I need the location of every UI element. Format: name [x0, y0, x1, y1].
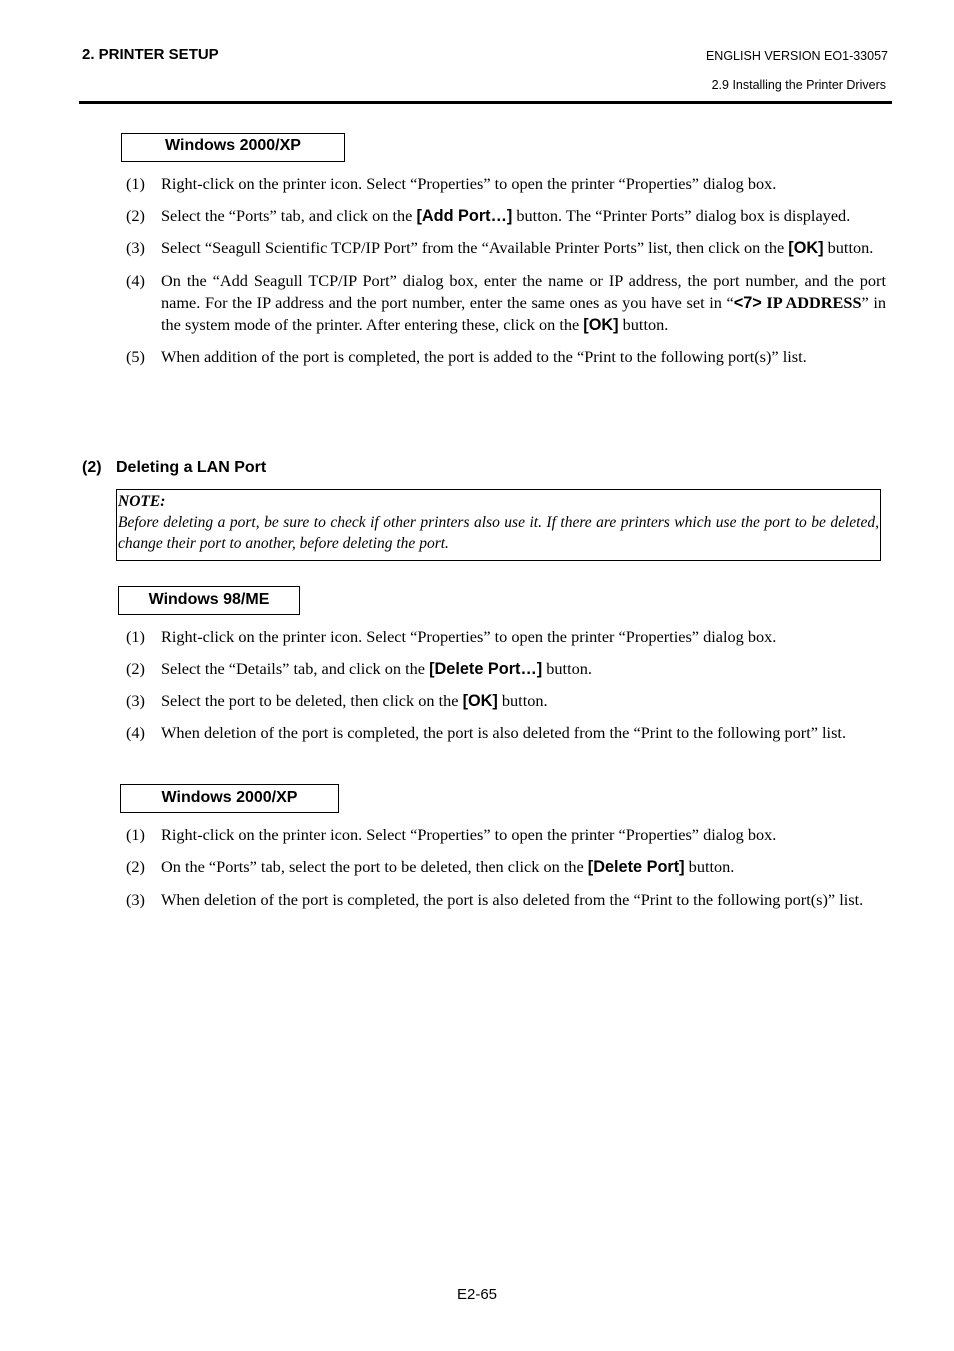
- os-label-box: Windows 2000/XP: [120, 784, 339, 813]
- button-name: [OK]: [788, 239, 824, 257]
- step-text-part: Select the port to be deleted, then click on the: [161, 691, 463, 710]
- step-text-part: Select “Seagull Scientific TCP/IP Port” from the “Available Printer Ports” list, then click on the: [161, 238, 789, 257]
- button-name: [Add Port…]: [416, 207, 513, 225]
- step-text-part: Select the “Ports” tab, and click on the: [161, 206, 417, 225]
- list-item: [126, 856, 886, 878]
- step-text: Right-click on the printer icon. Select “Properties” to open the printer “Properties” dialog box.: [161, 825, 777, 844]
- step-text: [161, 237, 886, 259]
- step-text-part: button.: [542, 659, 592, 678]
- step-text: Right-click on the printer icon. Select “Properties” to open the printer “Properties” dialog box.: [161, 627, 777, 646]
- step-text: When deletion of the port is completed, the port is also deleted from the “Print to the following port” list.: [161, 723, 847, 742]
- os-label-box: Windows 2000/XP: [121, 133, 345, 162]
- step-text: Right-click on the printer icon. Select “Properties” to open the printer “Properties” dialog box.: [161, 174, 777, 193]
- list-item: [126, 889, 886, 911]
- list-item: [126, 722, 886, 744]
- list-item: [126, 205, 886, 227]
- step-list: [126, 824, 886, 911]
- note-body: Before deleting a port, be sure to check if other printers also use it. If there are printers which use the port to be deleted, change their port to another, before deleting the port.: [118, 514, 879, 552]
- list-item: [126, 824, 886, 846]
- page-number: E2-65: [456, 1286, 498, 1303]
- step-text-part: button. The “Printer Ports” dialog box is displayed.: [512, 206, 851, 225]
- step-number: (3): [126, 238, 145, 257]
- button-name: [Delete Port…]: [429, 660, 543, 678]
- list-item: [126, 237, 886, 259]
- section-heading: [82, 459, 266, 477]
- step-number: (4): [126, 723, 145, 742]
- step-number: (5): [126, 347, 145, 366]
- step-text: When addition of the port is completed, the port is added to the “Print to the following port(s)” list.: [161, 347, 807, 366]
- button-name: [Delete Port]: [587, 858, 685, 876]
- step-text: [161, 205, 886, 227]
- list-item: [126, 626, 886, 648]
- step-number: (3): [126, 691, 145, 710]
- step-number: (3): [126, 890, 145, 909]
- list-item: [126, 346, 886, 368]
- os-label-box: Windows 98/ME: [118, 586, 300, 615]
- step-text-part: On the “Add Seagull TCP/IP Port” dialog box, enter the name or IP address, the port number, and the port name. For the IP address and the port number, enter the same ones as you have set in “: [161, 271, 886, 312]
- step-number: (1): [126, 627, 145, 646]
- step-text-part: button.: [823, 238, 874, 257]
- step-text-part: button.: [497, 691, 548, 710]
- step-number: (2): [126, 206, 145, 225]
- document-version: ENGLISH VERSION EO1-33057: [705, 49, 888, 63]
- note-title: NOTE:: [118, 493, 166, 510]
- button-name: [OK]: [583, 316, 619, 334]
- list-item: [126, 690, 886, 712]
- step-text: [161, 270, 886, 336]
- step-text-part: ” in the system mode of the printer. After entering these, click on the: [161, 293, 887, 334]
- menu-reference-name: IP ADDRESS: [761, 293, 862, 312]
- note-box: [116, 489, 881, 561]
- step-text-part: Select the “Details” tab, and click on the: [161, 659, 430, 678]
- step-text: [161, 658, 886, 680]
- step-text: [161, 690, 886, 712]
- step-number: (2): [126, 659, 145, 678]
- step-text: [161, 856, 886, 878]
- button-name: [OK]: [462, 692, 498, 710]
- step-number: (2): [126, 857, 145, 876]
- section-number: (2): [82, 459, 102, 476]
- step-number: (4): [126, 271, 145, 290]
- header-rule: [79, 101, 892, 104]
- step-list: [126, 173, 886, 368]
- list-item: [126, 658, 886, 680]
- step-list: [126, 626, 886, 744]
- list-item: [126, 173, 886, 195]
- step-number: (1): [126, 174, 145, 193]
- section-header: 2. PRINTER SETUP: [82, 46, 219, 63]
- step-text-part: On the “Ports” tab, select the port to be deleted, then click on the: [161, 857, 588, 876]
- step-text-part: button.: [684, 857, 735, 876]
- list-item: [126, 270, 886, 336]
- subsection-title: 2.9 Installing the Printer Drivers: [711, 78, 886, 92]
- step-text-part: button.: [618, 315, 669, 334]
- section-title: Deleting a LAN Port: [116, 459, 267, 476]
- step-number: (1): [126, 825, 145, 844]
- menu-reference: <7>: [733, 294, 762, 312]
- step-text: When deletion of the port is completed, the port is also deleted from the “Print to the following port(s)” list.: [161, 890, 864, 909]
